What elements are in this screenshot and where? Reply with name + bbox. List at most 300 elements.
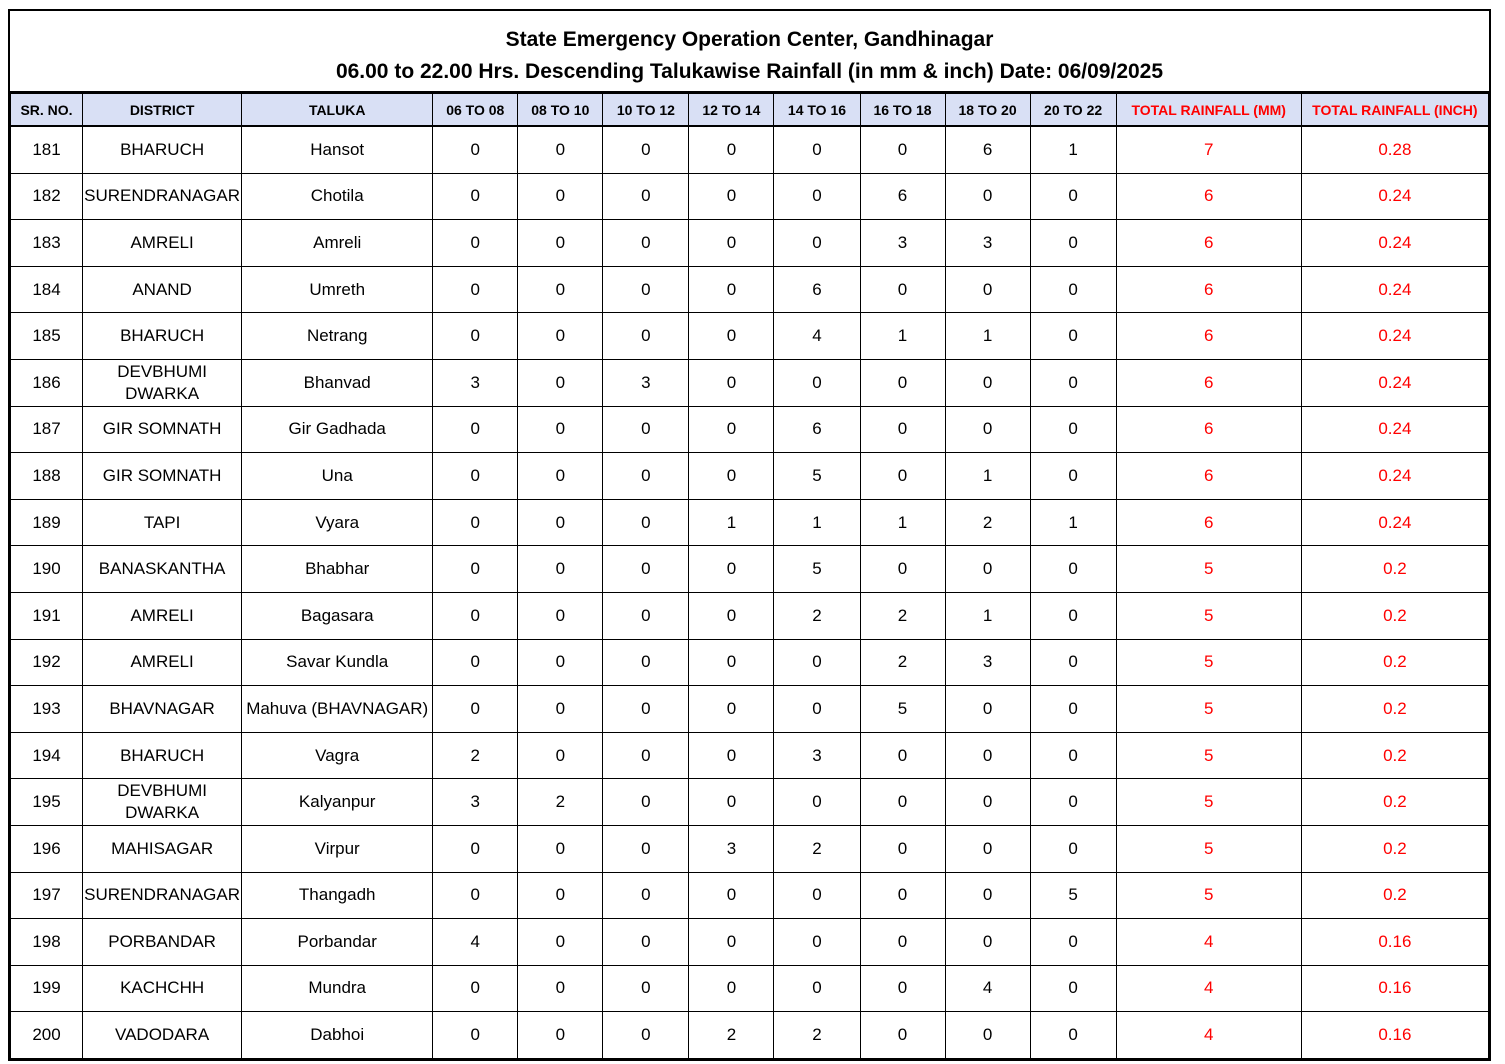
cell-16-to-18: 0 bbox=[860, 266, 945, 313]
cell-14-to-16: 2 bbox=[774, 1012, 860, 1059]
cell-06-to-08: 0 bbox=[433, 825, 518, 872]
cell-10-to-12: 3 bbox=[603, 359, 689, 406]
cell-sr-no: 186 bbox=[11, 359, 83, 406]
cell-16-to-18: 0 bbox=[860, 359, 945, 406]
cell-08-to-10: 0 bbox=[518, 173, 603, 220]
col-header-14-to-16: 14 TO 16 bbox=[774, 94, 860, 127]
cell-10-to-12: 0 bbox=[603, 1012, 689, 1059]
report-title: State Emergency Operation Center, Gandhinagar bbox=[505, 28, 994, 51]
cell-16-to-18: 0 bbox=[860, 919, 945, 966]
cell-08-to-10: 0 bbox=[518, 313, 603, 360]
cell-10-to-12: 0 bbox=[603, 732, 689, 779]
cell-total-inch: 0.2 bbox=[1301, 686, 1488, 733]
cell-sr-no: 190 bbox=[11, 546, 83, 593]
cell-20-to-22: 0 bbox=[1030, 453, 1116, 500]
col-header-12-to-14: 12 TO 14 bbox=[689, 94, 774, 127]
cell-08-to-10: 0 bbox=[518, 872, 603, 919]
cell-18-to-20: 0 bbox=[945, 825, 1030, 872]
cell-20-to-22: 0 bbox=[1030, 406, 1116, 453]
cell-20-to-22: 1 bbox=[1030, 126, 1116, 173]
cell-sr-no: 198 bbox=[11, 919, 83, 966]
col-header-sr-no: SR. NO. bbox=[11, 94, 83, 127]
report-header bbox=[10, 11, 1489, 93]
cell-total-mm: 5 bbox=[1116, 779, 1301, 826]
table-row bbox=[11, 453, 1489, 500]
cell-20-to-22: 1 bbox=[1030, 499, 1116, 546]
cell-14-to-16: 0 bbox=[774, 359, 860, 406]
cell-16-to-18: 0 bbox=[860, 546, 945, 593]
cell-total-inch: 0.24 bbox=[1301, 453, 1488, 500]
cell-10-to-12: 0 bbox=[603, 453, 689, 500]
col-header-06-to-08: 06 TO 08 bbox=[433, 94, 518, 127]
cell-total-inch: 0.2 bbox=[1301, 546, 1488, 593]
cell-12-to-14: 0 bbox=[689, 359, 774, 406]
cell-sr-no: 181 bbox=[11, 126, 83, 173]
cell-total-mm: 4 bbox=[1116, 965, 1301, 1012]
cell-district: BANASKANTHA bbox=[83, 546, 242, 593]
cell-sr-no: 188 bbox=[11, 453, 83, 500]
cell-14-to-16: 2 bbox=[774, 825, 860, 872]
cell-total-mm: 6 bbox=[1116, 406, 1301, 453]
cell-18-to-20: 6 bbox=[945, 126, 1030, 173]
col-header-district: DISTRICT bbox=[83, 94, 242, 127]
cell-16-to-18: 0 bbox=[860, 453, 945, 500]
cell-total-inch: 0.2 bbox=[1301, 732, 1488, 779]
cell-18-to-20: 2 bbox=[945, 499, 1030, 546]
cell-total-mm: 7 bbox=[1116, 126, 1301, 173]
col-header-total-inch: TOTAL RAINFALL (INCH) bbox=[1301, 94, 1488, 127]
cell-06-to-08: 0 bbox=[433, 220, 518, 267]
cell-06-to-08: 4 bbox=[433, 919, 518, 966]
cell-10-to-12: 0 bbox=[603, 872, 689, 919]
cell-14-to-16: 5 bbox=[774, 546, 860, 593]
cell-total-mm: 5 bbox=[1116, 546, 1301, 593]
cell-14-to-16: 0 bbox=[774, 220, 860, 267]
cell-14-to-16: 2 bbox=[774, 592, 860, 639]
cell-20-to-22: 0 bbox=[1030, 732, 1116, 779]
cell-16-to-18: 0 bbox=[860, 406, 945, 453]
cell-12-to-14: 0 bbox=[689, 313, 774, 360]
cell-14-to-16: 0 bbox=[774, 126, 860, 173]
cell-20-to-22: 0 bbox=[1030, 546, 1116, 593]
table-row bbox=[11, 359, 1489, 406]
cell-12-to-14: 0 bbox=[689, 173, 774, 220]
cell-16-to-18: 0 bbox=[860, 126, 945, 173]
cell-total-mm: 6 bbox=[1116, 220, 1301, 267]
cell-20-to-22: 0 bbox=[1030, 592, 1116, 639]
cell-12-to-14: 0 bbox=[689, 406, 774, 453]
cell-total-mm: 6 bbox=[1116, 266, 1301, 313]
cell-taluka: Chotila bbox=[242, 173, 433, 220]
cell-taluka: Bhabhar bbox=[242, 546, 433, 593]
cell-08-to-10: 0 bbox=[518, 639, 603, 686]
cell-taluka: Netrang bbox=[242, 313, 433, 360]
cell-total-mm: 5 bbox=[1116, 872, 1301, 919]
col-header-taluka: TALUKA bbox=[242, 94, 433, 127]
col-header-10-to-12: 10 TO 12 bbox=[603, 94, 689, 127]
cell-20-to-22: 0 bbox=[1030, 686, 1116, 733]
table-row bbox=[11, 825, 1489, 872]
cell-sr-no: 183 bbox=[11, 220, 83, 267]
cell-taluka: Kalyanpur bbox=[242, 779, 433, 826]
cell-total-mm: 4 bbox=[1116, 1012, 1301, 1059]
cell-sr-no: 197 bbox=[11, 872, 83, 919]
cell-20-to-22: 0 bbox=[1030, 965, 1116, 1012]
cell-16-to-18: 0 bbox=[860, 732, 945, 779]
cell-14-to-16: 0 bbox=[774, 779, 860, 826]
cell-total-mm: 5 bbox=[1116, 639, 1301, 686]
table-header-row bbox=[11, 94, 1489, 127]
table-row bbox=[11, 965, 1489, 1012]
cell-taluka: Vagra bbox=[242, 732, 433, 779]
table-row bbox=[11, 546, 1489, 593]
cell-total-mm: 5 bbox=[1116, 825, 1301, 872]
cell-20-to-22: 0 bbox=[1030, 919, 1116, 966]
cell-18-to-20: 0 bbox=[945, 1012, 1030, 1059]
col-header-20-to-22: 20 TO 22 bbox=[1030, 94, 1116, 127]
cell-total-inch: 0.16 bbox=[1301, 1012, 1488, 1059]
cell-10-to-12: 0 bbox=[603, 825, 689, 872]
cell-district: DEVBHUMI DWARKA bbox=[83, 779, 242, 826]
cell-18-to-20: 0 bbox=[945, 872, 1030, 919]
table-row bbox=[11, 173, 1489, 220]
cell-16-to-18: 0 bbox=[860, 825, 945, 872]
cell-20-to-22: 0 bbox=[1030, 779, 1116, 826]
cell-district: BHARUCH bbox=[83, 126, 242, 173]
cell-district: GIR SOMNATH bbox=[83, 406, 242, 453]
cell-district: SURENDRANAGAR bbox=[83, 173, 242, 220]
cell-12-to-14: 0 bbox=[689, 732, 774, 779]
cell-10-to-12: 0 bbox=[603, 266, 689, 313]
cell-10-to-12: 0 bbox=[603, 126, 689, 173]
cell-sr-no: 194 bbox=[11, 732, 83, 779]
cell-10-to-12: 0 bbox=[603, 639, 689, 686]
cell-total-mm: 6 bbox=[1116, 359, 1301, 406]
cell-total-inch: 0.28 bbox=[1301, 126, 1488, 173]
cell-total-inch: 0.2 bbox=[1301, 779, 1488, 826]
cell-total-inch: 0.24 bbox=[1301, 499, 1488, 546]
cell-12-to-14: 3 bbox=[689, 825, 774, 872]
cell-taluka: Thangadh bbox=[242, 872, 433, 919]
cell-taluka: Virpur bbox=[242, 825, 433, 872]
cell-18-to-20: 0 bbox=[945, 173, 1030, 220]
cell-18-to-20: 0 bbox=[945, 406, 1030, 453]
cell-total-inch: 0.2 bbox=[1301, 872, 1488, 919]
table-row bbox=[11, 266, 1489, 313]
cell-20-to-22: 0 bbox=[1030, 639, 1116, 686]
table-row bbox=[11, 220, 1489, 267]
cell-12-to-14: 0 bbox=[689, 592, 774, 639]
cell-10-to-12: 0 bbox=[603, 313, 689, 360]
cell-20-to-22: 0 bbox=[1030, 1012, 1116, 1059]
cell-district: BHARUCH bbox=[83, 732, 242, 779]
cell-18-to-20: 0 bbox=[945, 686, 1030, 733]
cell-14-to-16: 6 bbox=[774, 266, 860, 313]
cell-total-inch: 0.24 bbox=[1301, 220, 1488, 267]
cell-10-to-12: 0 bbox=[603, 965, 689, 1012]
cell-06-to-08: 0 bbox=[433, 1012, 518, 1059]
cell-06-to-08: 0 bbox=[433, 965, 518, 1012]
cell-16-to-18: 3 bbox=[860, 220, 945, 267]
cell-12-to-14: 0 bbox=[689, 919, 774, 966]
cell-district: BHAVNAGAR bbox=[83, 686, 242, 733]
cell-16-to-18: 6 bbox=[860, 173, 945, 220]
cell-taluka: Hansot bbox=[242, 126, 433, 173]
cell-06-to-08: 0 bbox=[433, 313, 518, 360]
cell-sr-no: 189 bbox=[11, 499, 83, 546]
cell-sr-no: 187 bbox=[11, 406, 83, 453]
cell-16-to-18: 1 bbox=[860, 313, 945, 360]
cell-sr-no: 191 bbox=[11, 592, 83, 639]
table-row bbox=[11, 313, 1489, 360]
col-header-18-to-20: 18 TO 20 bbox=[945, 94, 1030, 127]
cell-taluka: Bhanvad bbox=[242, 359, 433, 406]
col-header-16-to-18: 16 TO 18 bbox=[860, 94, 945, 127]
cell-06-to-08: 0 bbox=[433, 639, 518, 686]
cell-18-to-20: 0 bbox=[945, 732, 1030, 779]
cell-12-to-14: 0 bbox=[689, 453, 774, 500]
cell-total-inch: 0.24 bbox=[1301, 313, 1488, 360]
cell-sr-no: 199 bbox=[11, 965, 83, 1012]
cell-12-to-14: 0 bbox=[689, 779, 774, 826]
cell-06-to-08: 2 bbox=[433, 732, 518, 779]
cell-20-to-22: 0 bbox=[1030, 313, 1116, 360]
cell-18-to-20: 4 bbox=[945, 965, 1030, 1012]
cell-14-to-16: 0 bbox=[774, 965, 860, 1012]
cell-taluka: Umreth bbox=[242, 266, 433, 313]
table-row bbox=[11, 732, 1489, 779]
cell-district: GIR SOMNATH bbox=[83, 453, 242, 500]
cell-16-to-18: 0 bbox=[860, 872, 945, 919]
table-row bbox=[11, 639, 1489, 686]
cell-total-inch: 0.2 bbox=[1301, 825, 1488, 872]
cell-20-to-22: 0 bbox=[1030, 825, 1116, 872]
cell-16-to-18: 0 bbox=[860, 965, 945, 1012]
table-row bbox=[11, 406, 1489, 453]
rainfall-report-sheet bbox=[8, 9, 1491, 1061]
cell-district: VADODARA bbox=[83, 1012, 242, 1059]
cell-10-to-12: 0 bbox=[603, 592, 689, 639]
cell-sr-no: 185 bbox=[11, 313, 83, 360]
cell-sr-no: 192 bbox=[11, 639, 83, 686]
cell-12-to-14: 0 bbox=[689, 126, 774, 173]
cell-18-to-20: 0 bbox=[945, 359, 1030, 406]
cell-16-to-18: 5 bbox=[860, 686, 945, 733]
cell-06-to-08: 0 bbox=[433, 266, 518, 313]
cell-16-to-18: 0 bbox=[860, 1012, 945, 1059]
cell-district: AMRELI bbox=[83, 639, 242, 686]
cell-district: AMRELI bbox=[83, 592, 242, 639]
cell-08-to-10: 0 bbox=[518, 732, 603, 779]
cell-12-to-14: 0 bbox=[689, 639, 774, 686]
cell-taluka: Bagasara bbox=[242, 592, 433, 639]
cell-total-mm: 5 bbox=[1116, 592, 1301, 639]
cell-08-to-10: 0 bbox=[518, 453, 603, 500]
table-row bbox=[11, 779, 1489, 826]
cell-12-to-14: 1 bbox=[689, 499, 774, 546]
cell-18-to-20: 0 bbox=[945, 266, 1030, 313]
cell-taluka: Mahuva (BHAVNAGAR) bbox=[242, 686, 433, 733]
cell-20-to-22: 0 bbox=[1030, 266, 1116, 313]
cell-10-to-12: 0 bbox=[603, 499, 689, 546]
cell-total-inch: 0.24 bbox=[1301, 406, 1488, 453]
cell-14-to-16: 0 bbox=[774, 872, 860, 919]
cell-14-to-16: 4 bbox=[774, 313, 860, 360]
cell-06-to-08: 0 bbox=[433, 126, 518, 173]
cell-06-to-08: 0 bbox=[433, 546, 518, 593]
cell-08-to-10: 0 bbox=[518, 825, 603, 872]
cell-taluka: Dabhoi bbox=[242, 1012, 433, 1059]
cell-12-to-14: 0 bbox=[689, 686, 774, 733]
cell-total-inch: 0.24 bbox=[1301, 173, 1488, 220]
cell-district: DEVBHUMI DWARKA bbox=[83, 359, 242, 406]
cell-18-to-20: 1 bbox=[945, 592, 1030, 639]
cell-sr-no: 182 bbox=[11, 173, 83, 220]
cell-14-to-16: 1 bbox=[774, 499, 860, 546]
cell-total-mm: 5 bbox=[1116, 686, 1301, 733]
cell-taluka: Porbandar bbox=[242, 919, 433, 966]
cell-14-to-16: 3 bbox=[774, 732, 860, 779]
cell-total-mm: 6 bbox=[1116, 453, 1301, 500]
cell-16-to-18: 2 bbox=[860, 592, 945, 639]
cell-10-to-12: 0 bbox=[603, 546, 689, 593]
cell-sr-no: 195 bbox=[11, 779, 83, 826]
cell-08-to-10: 2 bbox=[518, 779, 603, 826]
cell-14-to-16: 0 bbox=[774, 686, 860, 733]
cell-taluka: Amreli bbox=[242, 220, 433, 267]
cell-06-to-08: 0 bbox=[433, 499, 518, 546]
table-row bbox=[11, 1012, 1489, 1059]
cell-08-to-10: 0 bbox=[518, 965, 603, 1012]
cell-20-to-22: 5 bbox=[1030, 872, 1116, 919]
cell-12-to-14: 0 bbox=[689, 872, 774, 919]
cell-06-to-08: 0 bbox=[433, 872, 518, 919]
cell-06-to-08: 0 bbox=[433, 686, 518, 733]
report-subtitle: 06.00 to 22.00 Hrs. Descending Talukawise Rainfall (in mm & inch) Date: 06/09/2025 bbox=[335, 60, 1164, 83]
cell-20-to-22: 0 bbox=[1030, 359, 1116, 406]
cell-total-mm: 5 bbox=[1116, 732, 1301, 779]
cell-08-to-10: 0 bbox=[518, 266, 603, 313]
cell-total-inch: 0.2 bbox=[1301, 592, 1488, 639]
cell-district: SURENDRANAGAR bbox=[83, 872, 242, 919]
cell-total-mm: 6 bbox=[1116, 499, 1301, 546]
cell-total-mm: 6 bbox=[1116, 173, 1301, 220]
cell-18-to-20: 0 bbox=[945, 546, 1030, 593]
cell-sr-no: 184 bbox=[11, 266, 83, 313]
cell-08-to-10: 0 bbox=[518, 919, 603, 966]
cell-taluka: Vyara bbox=[242, 499, 433, 546]
cell-18-to-20: 0 bbox=[945, 779, 1030, 826]
cell-08-to-10: 0 bbox=[518, 1012, 603, 1059]
cell-total-inch: 0.16 bbox=[1301, 919, 1488, 966]
cell-total-inch: 0.16 bbox=[1301, 965, 1488, 1012]
cell-10-to-12: 0 bbox=[603, 406, 689, 453]
cell-district: KACHCHH bbox=[83, 965, 242, 1012]
cell-08-to-10: 0 bbox=[518, 499, 603, 546]
cell-08-to-10: 0 bbox=[518, 126, 603, 173]
cell-06-to-08: 3 bbox=[433, 359, 518, 406]
cell-district: TAPI bbox=[83, 499, 242, 546]
cell-total-inch: 0.24 bbox=[1301, 266, 1488, 313]
table-row bbox=[11, 919, 1489, 966]
cell-district: BHARUCH bbox=[83, 313, 242, 360]
table-row bbox=[11, 126, 1489, 173]
col-header-08-to-10: 08 TO 10 bbox=[518, 94, 603, 127]
cell-08-to-10: 0 bbox=[518, 406, 603, 453]
cell-district: ANAND bbox=[83, 266, 242, 313]
cell-16-to-18: 1 bbox=[860, 499, 945, 546]
cell-16-to-18: 2 bbox=[860, 639, 945, 686]
table-row bbox=[11, 592, 1489, 639]
cell-10-to-12: 0 bbox=[603, 686, 689, 733]
table-row bbox=[11, 499, 1489, 546]
col-header-total-mm: TOTAL RAINFALL (MM) bbox=[1116, 94, 1301, 127]
cell-total-mm: 4 bbox=[1116, 919, 1301, 966]
table-row bbox=[11, 872, 1489, 919]
cell-08-to-10: 0 bbox=[518, 592, 603, 639]
cell-12-to-14: 0 bbox=[689, 965, 774, 1012]
cell-08-to-10: 0 bbox=[518, 546, 603, 593]
cell-10-to-12: 0 bbox=[603, 919, 689, 966]
cell-14-to-16: 0 bbox=[774, 639, 860, 686]
cell-20-to-22: 0 bbox=[1030, 220, 1116, 267]
cell-taluka: Gir Gadhada bbox=[242, 406, 433, 453]
cell-taluka: Una bbox=[242, 453, 433, 500]
cell-18-to-20: 3 bbox=[945, 220, 1030, 267]
cell-12-to-14: 0 bbox=[689, 266, 774, 313]
cell-14-to-16: 6 bbox=[774, 406, 860, 453]
cell-18-to-20: 1 bbox=[945, 313, 1030, 360]
cell-18-to-20: 3 bbox=[945, 639, 1030, 686]
cell-20-to-22: 0 bbox=[1030, 173, 1116, 220]
cell-18-to-20: 1 bbox=[945, 453, 1030, 500]
cell-district: MAHISAGAR bbox=[83, 825, 242, 872]
cell-06-to-08: 0 bbox=[433, 406, 518, 453]
cell-sr-no: 196 bbox=[11, 825, 83, 872]
cell-16-to-18: 0 bbox=[860, 779, 945, 826]
cell-sr-no: 193 bbox=[11, 686, 83, 733]
cell-12-to-14: 0 bbox=[689, 546, 774, 593]
cell-taluka: Mundra bbox=[242, 965, 433, 1012]
cell-sr-no: 200 bbox=[11, 1012, 83, 1059]
cell-total-inch: 0.2 bbox=[1301, 639, 1488, 686]
cell-10-to-12: 0 bbox=[603, 173, 689, 220]
cell-14-to-16: 5 bbox=[774, 453, 860, 500]
cell-14-to-16: 0 bbox=[774, 173, 860, 220]
cell-08-to-10: 0 bbox=[518, 220, 603, 267]
rainfall-table bbox=[10, 93, 1489, 1059]
cell-06-to-08: 3 bbox=[433, 779, 518, 826]
cell-18-to-20: 0 bbox=[945, 919, 1030, 966]
cell-06-to-08: 0 bbox=[433, 173, 518, 220]
table-body bbox=[11, 126, 1489, 1058]
cell-14-to-16: 0 bbox=[774, 919, 860, 966]
table-row bbox=[11, 686, 1489, 733]
cell-12-to-14: 0 bbox=[689, 220, 774, 267]
cell-taluka: Savar Kundla bbox=[242, 639, 433, 686]
cell-district: AMRELI bbox=[83, 220, 242, 267]
cell-12-to-14: 2 bbox=[689, 1012, 774, 1059]
cell-06-to-08: 0 bbox=[433, 453, 518, 500]
cell-10-to-12: 0 bbox=[603, 779, 689, 826]
cell-total-mm: 6 bbox=[1116, 313, 1301, 360]
cell-06-to-08: 0 bbox=[433, 592, 518, 639]
cell-08-to-10: 0 bbox=[518, 359, 603, 406]
cell-total-inch: 0.24 bbox=[1301, 359, 1488, 406]
cell-district: PORBANDAR bbox=[83, 919, 242, 966]
cell-08-to-10: 0 bbox=[518, 686, 603, 733]
cell-10-to-12: 0 bbox=[603, 220, 689, 267]
